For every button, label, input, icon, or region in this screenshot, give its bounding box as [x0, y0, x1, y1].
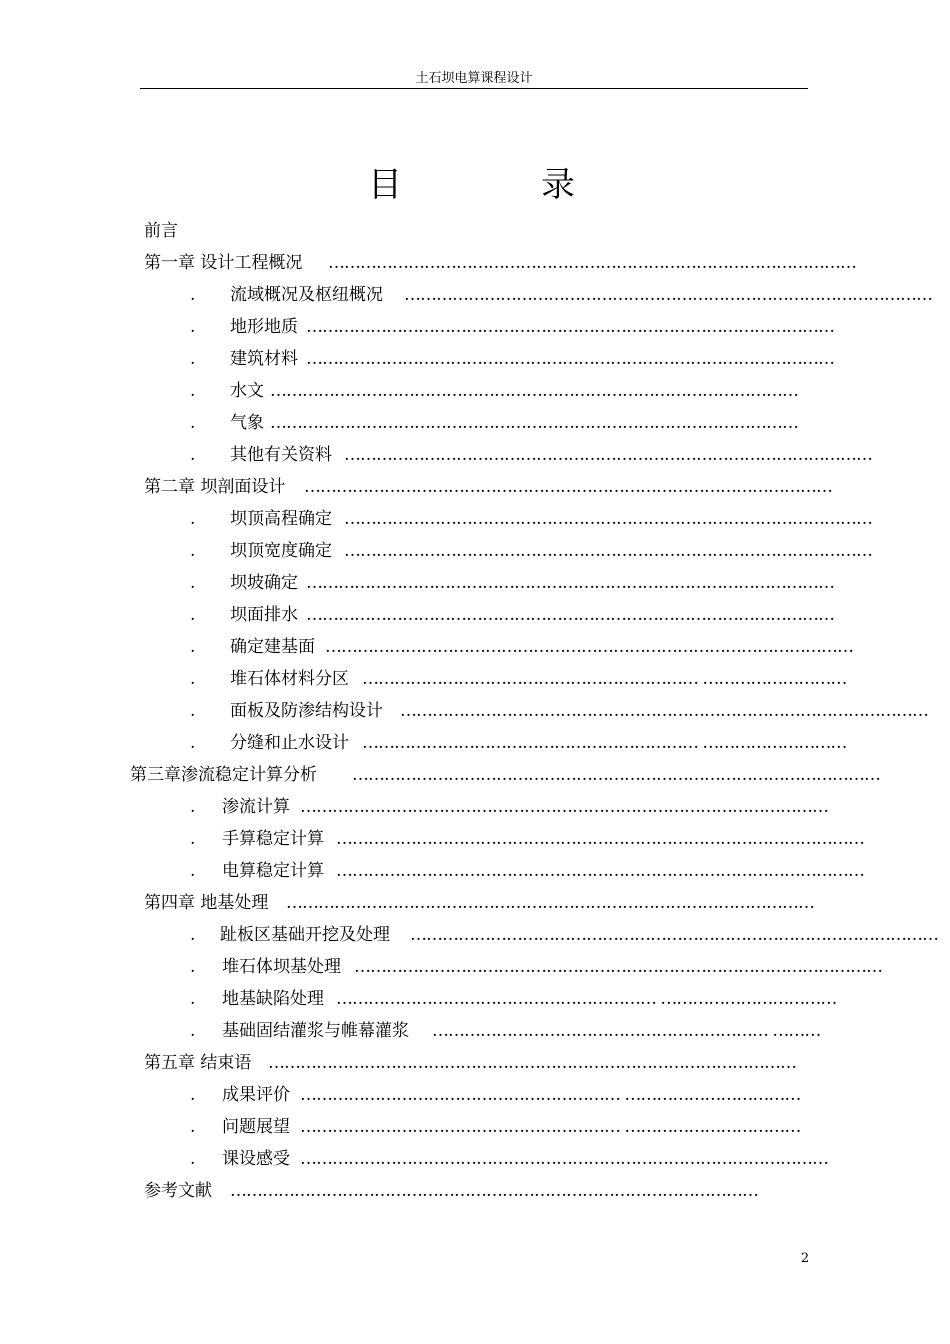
toc-leader-dots: ………………………………………………………………………………………	[300, 797, 828, 817]
toc-bullet: .	[190, 861, 196, 881]
toc-leader-dots: ………………………………………………………………………………………	[344, 541, 872, 561]
toc-bullet: .	[190, 1021, 196, 1041]
toc-bullet: .	[190, 445, 196, 465]
toc-entry-label: 参考文献	[144, 1181, 212, 1201]
toc-entry-chapter-4[interactable]	[144, 889, 814, 917]
toc-entry-label: 前言	[144, 221, 178, 241]
toc-entry-label: 坝坡确定	[230, 573, 298, 593]
toc-entry-label: 坝面排水	[230, 605, 298, 625]
toc-entry[interactable]	[190, 601, 834, 629]
toc-entry[interactable]	[190, 665, 847, 693]
toc-leader-dots: ……………………………………………………… ………………………	[362, 669, 847, 689]
toc-bullet: .	[190, 381, 196, 401]
toc-entry-label: 堆石体材料分区	[230, 669, 349, 689]
toc-bullet: .	[190, 1117, 196, 1137]
toc-entry[interactable]	[190, 313, 834, 341]
toc-bullet: .	[190, 637, 196, 657]
toc-leader-dots: ………………………………………………………………………………………	[306, 317, 834, 337]
toc-bullet: .	[190, 829, 196, 849]
running-header: 土石坝电算课程设计	[415, 71, 533, 86]
toc-entry-chapter-3[interactable]	[130, 761, 880, 789]
toc-leader-dots: …………………………………………………… ……………………………	[300, 1117, 801, 1137]
toc-entry-label: 堆石体坝基处理	[222, 957, 341, 977]
toc-entry[interactable]	[190, 1113, 801, 1141]
toc-leader-dots: ………………………………………………………………………………………	[410, 925, 938, 945]
toc-leader-dots: ………………………………………………………………………………………	[270, 381, 798, 401]
toc-leader-dots: ………………………………………………………………………………………	[400, 701, 928, 721]
toc-bullet: .	[190, 285, 196, 305]
toc-leader-dots: ………………………………………………………………………………………	[344, 509, 872, 529]
toc-entry-chapter-5[interactable]	[144, 1049, 794, 1077]
toc-entry[interactable]	[190, 281, 932, 309]
toc-leader-dots: ………………………………………………………………………………………	[270, 413, 798, 433]
toc-leader-dots: ………………………………………………………………………………………	[286, 893, 814, 913]
toc-entry-label: 第一章 设计工程概况	[144, 253, 303, 273]
toc-entry[interactable]	[190, 377, 798, 405]
toc-bullet: .	[190, 317, 196, 337]
toc-leader-dots: ………………………………………………………………………………………	[336, 829, 864, 849]
toc-entry[interactable]	[190, 633, 853, 661]
toc-bullet: .	[190, 797, 196, 817]
toc-bullet: .	[190, 1149, 196, 1169]
toc-bullet: .	[190, 1085, 196, 1105]
toc-entry[interactable]	[190, 729, 847, 757]
toc-bullet: .	[190, 989, 196, 1009]
toc-bullet: .	[190, 349, 196, 369]
toc-entry[interactable]	[190, 793, 828, 821]
toc-leader-dots: ……………………………………………………… ………	[432, 1021, 821, 1041]
toc-entry-chapter-2[interactable]	[144, 473, 832, 501]
toc-entry[interactable]	[190, 345, 834, 373]
toc-entry-label: 第五章 结束语	[144, 1053, 252, 1073]
toc-entry-label: 基础固结灌浆与帷幕灌浆	[222, 1021, 409, 1041]
toc-leader-dots: ………………………………………………………………………………………	[354, 957, 882, 977]
toc-entry-label: 坝顶宽度确定	[230, 541, 332, 561]
toc-entry[interactable]	[190, 857, 864, 885]
toc-entry-label: 成果评价	[222, 1085, 290, 1105]
toc-entry[interactable]	[190, 985, 837, 1013]
toc-entry-label: 趾板区基础开挖及处理	[220, 925, 390, 945]
toc-entry[interactable]	[190, 921, 938, 949]
toc-entry-label: 第四章 地基处理	[144, 893, 269, 913]
toc-title-char-1: 目	[368, 165, 402, 205]
toc-leader-dots: ………………………………………………………………………………………	[230, 1181, 758, 1201]
toc-entry[interactable]	[190, 1145, 828, 1173]
toc-entry[interactable]	[190, 505, 872, 533]
toc-entry-chapter-1[interactable]	[144, 249, 856, 277]
toc-entry[interactable]	[190, 1017, 821, 1045]
toc-leader-dots: ………………………………………………………………………………………	[306, 573, 834, 593]
toc-leader-dots: …………………………………………………… ……………………………	[336, 989, 837, 1009]
toc-bullet: .	[190, 541, 196, 561]
toc-entry-label: 第三章渗流稳定计算分析	[130, 765, 317, 785]
toc-bullet: .	[190, 573, 196, 593]
toc-leader-dots: ………………………………………………………………………………………	[325, 637, 853, 657]
toc-entry-label: 其他有关资料	[230, 445, 332, 465]
toc-leader-dots: ………………………………………………………………………………………	[306, 349, 834, 369]
toc-leader-dots: ………………………………………………………………………………………	[336, 861, 864, 881]
toc-leader-dots: ………………………………………………………………………………………	[352, 765, 880, 785]
toc-leader-dots: ………………………………………………………………………………………	[404, 285, 932, 305]
toc-leader-dots: ………………………………………………………………………………………	[328, 253, 856, 273]
toc-entry-label: 手算稳定计算	[222, 829, 324, 849]
toc-entry-label: 电算稳定计算	[222, 861, 324, 881]
toc-entry-label: 地基缺陷处理	[222, 989, 324, 1009]
toc-entry[interactable]	[190, 953, 882, 981]
toc-leader-dots: …………………………………………………… ……………………………	[300, 1085, 801, 1105]
toc-entry-label: 流域概况及枢纽概况	[230, 285, 383, 305]
toc-entry-label: 坝顶高程确定	[230, 509, 332, 529]
toc-entry-label: 渗流计算	[222, 797, 290, 817]
toc-entry-label: 第二章 坝剖面设计	[144, 477, 286, 497]
toc-bullet: .	[190, 669, 196, 689]
toc-entry-label: 地形地质	[230, 317, 298, 337]
toc-entry-preface[interactable]	[144, 217, 794, 245]
toc-entry-label: 问题展望	[222, 1117, 290, 1137]
toc-entry-references[interactable]	[144, 1177, 794, 1205]
toc-leader-dots: ………………………………………………………………………………………	[304, 477, 832, 497]
page-number: 2	[800, 1251, 810, 1266]
toc-bullet: .	[190, 605, 196, 625]
toc-bullet: .	[190, 733, 196, 753]
toc-entry[interactable]	[190, 409, 798, 437]
toc-entry[interactable]	[190, 697, 928, 725]
toc-entry[interactable]	[190, 569, 834, 597]
toc-entry-label: 气象	[230, 413, 264, 433]
toc-title	[0, 162, 950, 212]
toc-bullet: .	[190, 925, 196, 945]
toc-entry-label: 确定建基面	[230, 637, 315, 657]
toc-entry-label: 面板及防渗结构设计	[230, 701, 383, 721]
toc-entry[interactable]	[190, 825, 864, 853]
toc-bullet: .	[190, 509, 196, 529]
toc-leader-dots: ……………………………………………………… ………………………	[362, 733, 847, 753]
toc-entry-label: 课设感受	[222, 1149, 290, 1169]
toc-bullet: .	[190, 701, 196, 721]
toc-leader-dots: ………………………………………………………………………………………	[306, 605, 834, 625]
toc-leader-dots: ………………………………………………………………………………………	[268, 1053, 796, 1073]
toc-leader-dots: ………………………………………………………………………………………	[300, 1149, 828, 1169]
toc-title-char-2: 录	[541, 165, 575, 205]
header-rule	[140, 88, 808, 89]
toc-bullet: .	[190, 957, 196, 977]
toc-entry-label: 分缝和止水设计	[230, 733, 349, 753]
toc-entry[interactable]	[190, 1081, 801, 1109]
toc-entry[interactable]	[190, 441, 872, 469]
toc-entry-label: 建筑材料	[230, 349, 298, 369]
toc-entry[interactable]	[190, 537, 872, 565]
toc-bullet: .	[190, 413, 196, 433]
toc-entry-label: 水文	[230, 381, 264, 401]
toc-leader-dots: ………………………………………………………………………………………	[344, 445, 872, 465]
